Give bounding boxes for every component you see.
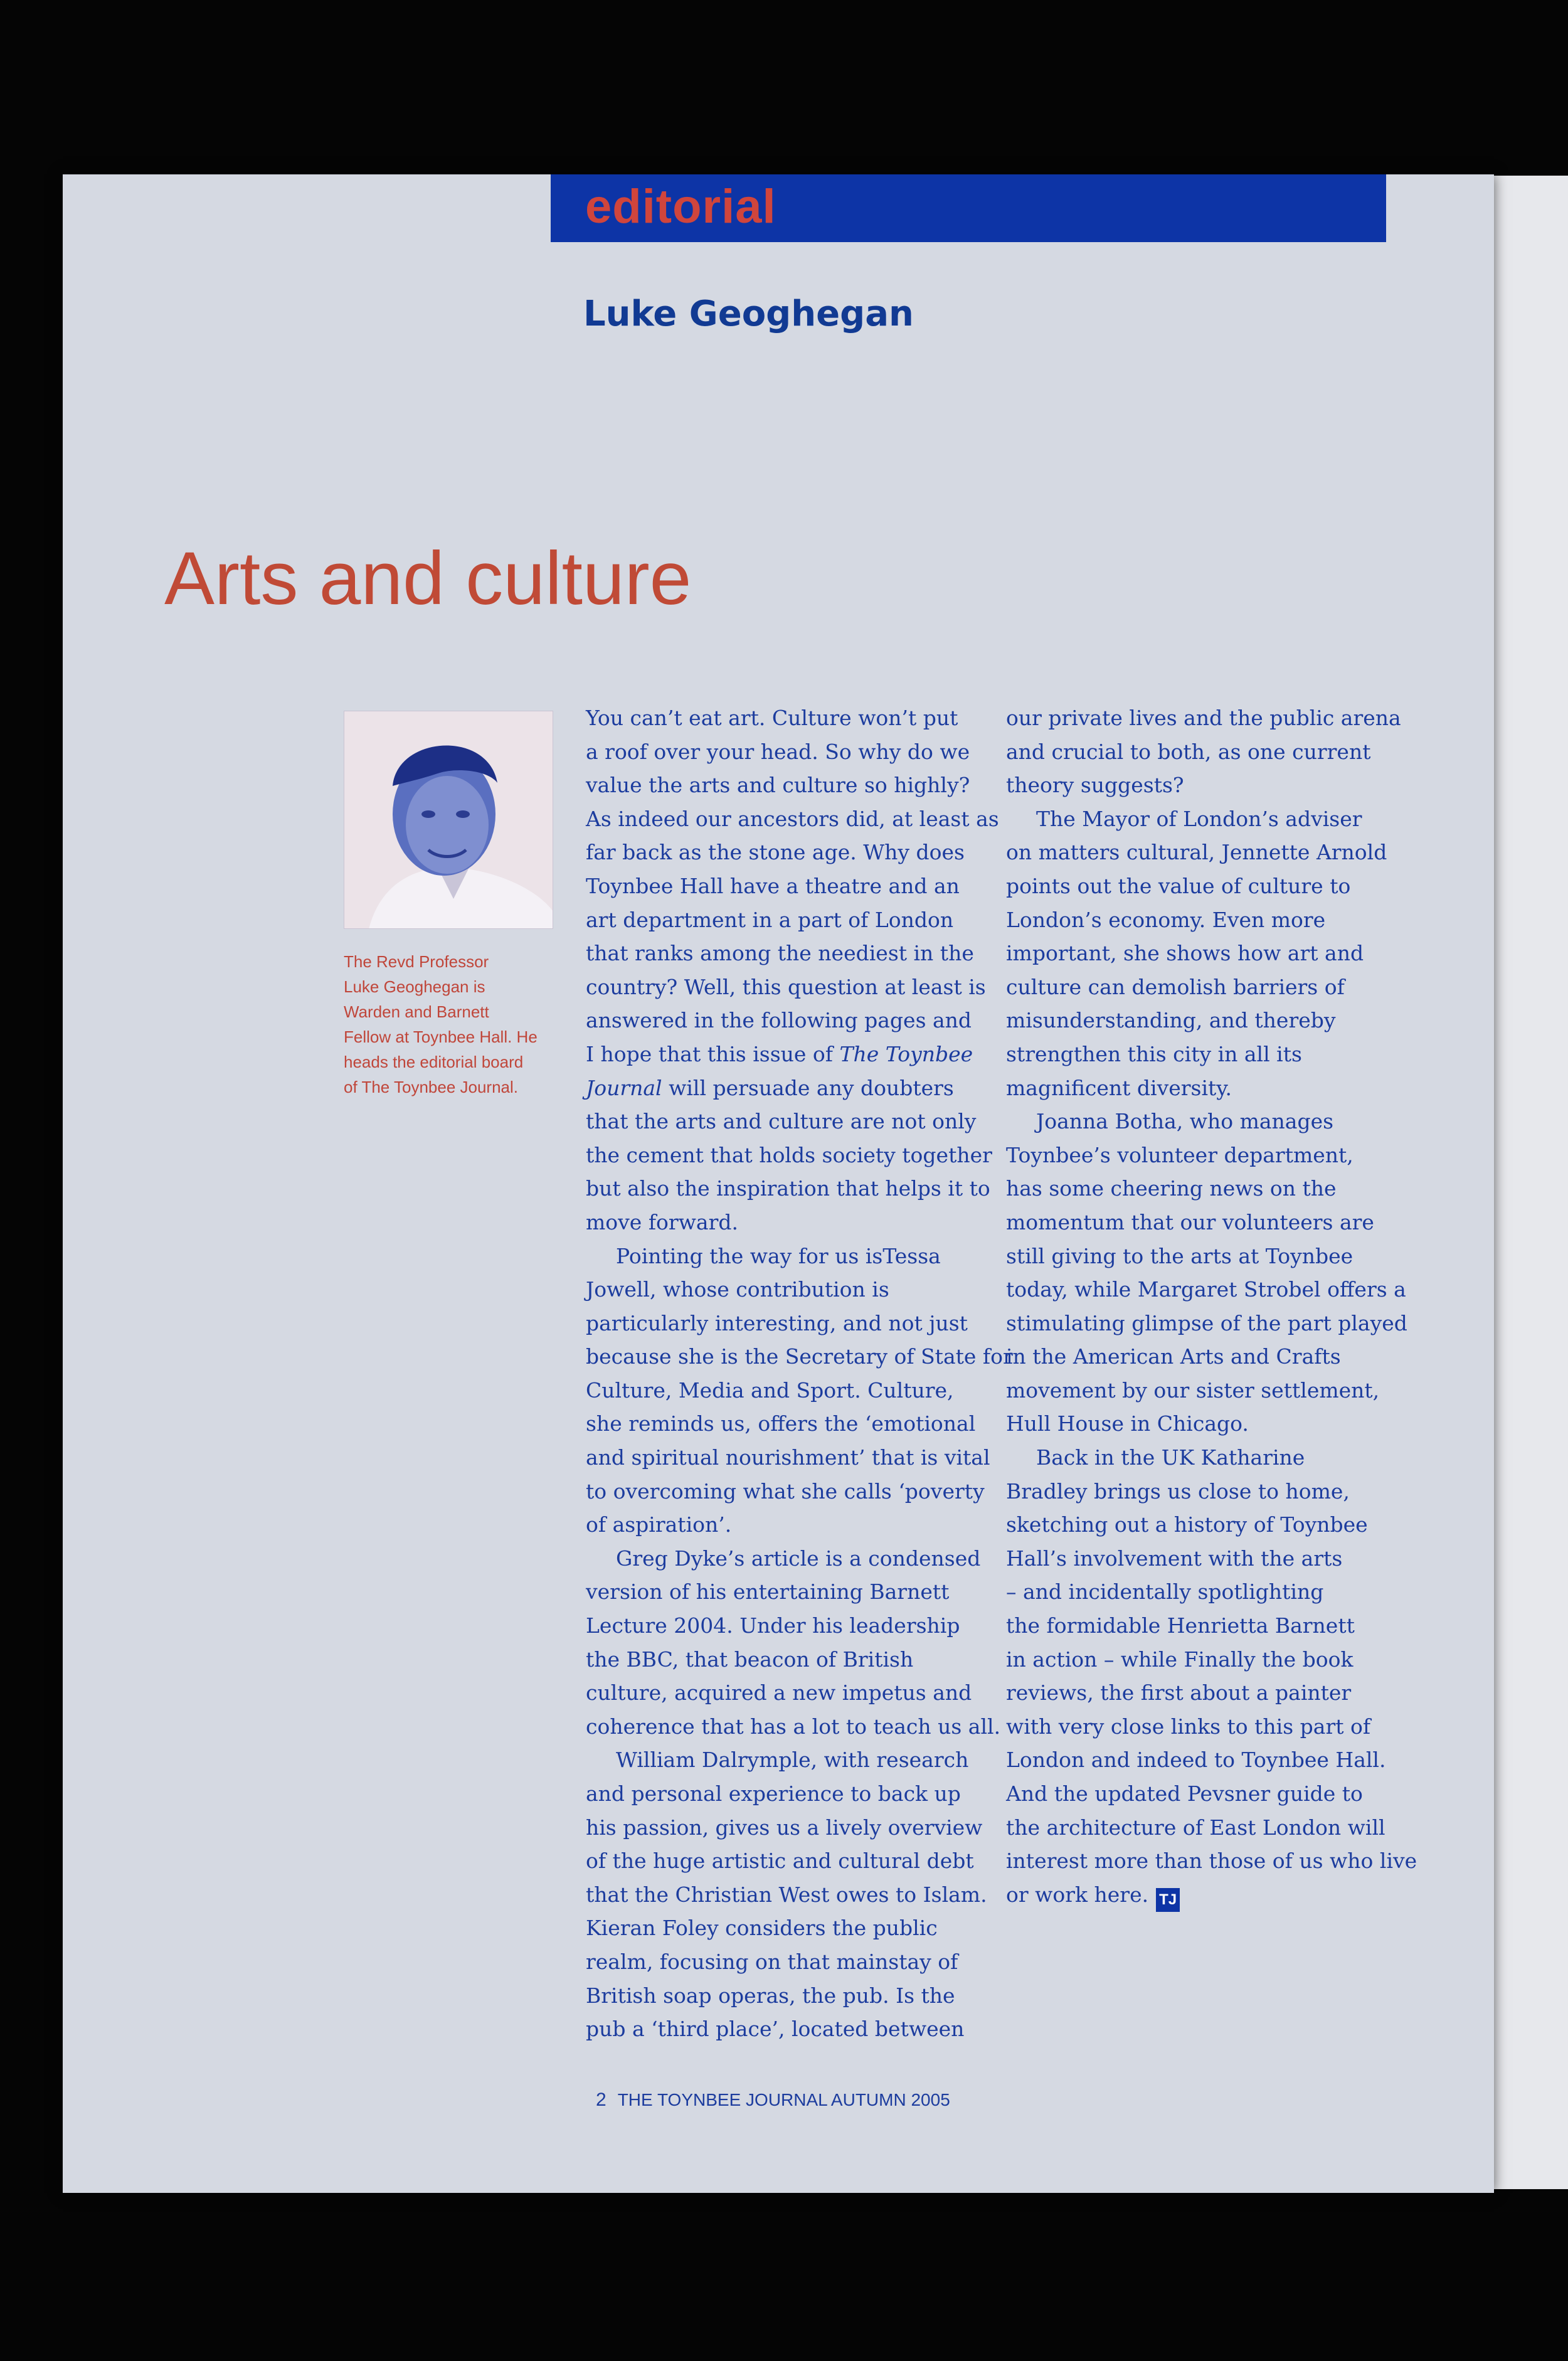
text-line: Pointing the way for us isTessa (616, 1243, 941, 1268)
text-line: coherence that has a lot to teach us all. (586, 1714, 1001, 1739)
portrait-caption (344, 949, 569, 1100)
text-line: stimulating glimpse of the part played (1006, 1310, 1407, 1335)
text-line: interest more than those of us who live (1006, 1849, 1417, 1874)
caption-line: Luke Geoghegan is (344, 977, 485, 996)
text-line: a roof over your head. So why do we (586, 739, 970, 764)
text-line: on matters cultural, Jennette Arnold (1006, 840, 1387, 865)
text-line: in the American Arts and Crafts (1006, 1344, 1341, 1369)
text-column-1 (586, 701, 1013, 2046)
text-line (586, 1037, 987, 1071)
text-line: Joanna Botha, who manages (1036, 1109, 1334, 1134)
caption-line: heads the editorial board (344, 1053, 524, 1071)
text-line: points out the value of culture to (1006, 873, 1351, 898)
text-line: Toynbee Hall have a theatre and an (586, 873, 960, 898)
paragraph (586, 1239, 1013, 1542)
text-line: move forward. (586, 1209, 738, 1234)
paragraph (1006, 1105, 1407, 1441)
text-line: our private lives and the public arena (1006, 706, 1401, 730)
text-line: Jowell, whose contribution is (586, 1277, 889, 1302)
text-line: Kieran Foley considers the public (586, 1916, 938, 1941)
text-line: Culture, Media and Sport. Culture, (586, 1377, 954, 1403)
text-line: Hull House in Chicago. (1006, 1411, 1249, 1436)
caption-line: of The Toynbee Journal. (344, 1078, 519, 1096)
text-line: with very close links to this part of (1006, 1714, 1371, 1739)
text-line: theory suggests? (1006, 773, 1184, 798)
text-line: the BBC, that beacon of British (586, 1647, 914, 1672)
text-line: but also the inspiration that helps it to (586, 1176, 990, 1201)
text-line: strengthen this city in all its (1006, 1041, 1302, 1066)
text-line: momentum that our volunteers are (1006, 1209, 1374, 1234)
paragraph (586, 1743, 987, 2045)
text-line: the architecture of East London will (1006, 1815, 1385, 1840)
text-line: has some cheering news on the (1006, 1176, 1337, 1201)
text-line: You can’t eat art. Culture won’t put (586, 706, 958, 730)
text-line: of the huge artistic and cultural debt (586, 1849, 974, 1874)
text-line: reviews, the first about a painter (1006, 1680, 1352, 1706)
text-line: still giving to the arts at Toynbee (1006, 1243, 1353, 1268)
text-line: Toynbee’s volunteer department, (1006, 1142, 1353, 1167)
text-line: Back in the UK Katharine (1036, 1445, 1305, 1470)
text-line: sketching out a history of Toynbee (1006, 1512, 1368, 1537)
text-line (586, 1071, 987, 1105)
text-line: And the updated Pevsner guide to (1006, 1781, 1363, 1806)
tj-end-mark-icon: TJ (1156, 1888, 1180, 1912)
text-line: far back as the stone age. Why does (586, 840, 965, 865)
text-line: art department in a part of London (586, 907, 954, 932)
article-title: Arts and culture (164, 536, 692, 620)
text-line: Greg Dyke’s article is a condensed (616, 1546, 981, 1571)
paragraph (1006, 701, 1407, 802)
page-footer (596, 2089, 950, 2111)
text-line: William Dalrymple, with research (616, 1748, 969, 1773)
text-line: in action – while Finally the book (1006, 1647, 1353, 1672)
caption-line: Fellow at Toynbee Hall. He (344, 1027, 538, 1046)
text-line: the cement that holds society together (586, 1142, 992, 1167)
text-line: value the arts and culture so highly? (586, 773, 970, 798)
text-line: pub a ‘third place’, located between (586, 2017, 965, 2042)
text-line: realm, focusing on that mainstay of (586, 1949, 958, 1974)
text-line: because she is the Secretary of State for (586, 1344, 1013, 1369)
text-line: culture can demolish barriers of (1006, 974, 1345, 999)
text-line: Lecture 2004. Under his leadership (586, 1613, 960, 1638)
text-line: London’s economy. Even more (1006, 907, 1326, 932)
text-run: will persuade any doubters (662, 1075, 954, 1100)
text-line: his passion, gives us a lively overview (586, 1815, 983, 1840)
text-line: important, she shows how art and (1006, 941, 1364, 966)
text-line: magnificent diversity. (1006, 1075, 1232, 1100)
author-name: Luke Geoghegan (583, 294, 914, 334)
journal-title: The Toynbee (839, 1041, 973, 1066)
caption-line: Warden and Barnett (344, 1002, 489, 1021)
text-line: culture, acquired a new impetus and (586, 1680, 972, 1706)
author-portrait (344, 711, 553, 929)
paragraph (586, 1542, 1001, 1744)
text-line: and personal experience to back up (586, 1781, 961, 1806)
text-line: As indeed our ancestors did, at least as (586, 806, 999, 831)
text-line: that ranks among the neediest in the (586, 941, 974, 966)
text-line (1006, 1878, 1407, 1912)
text-line: and spiritual nourishment’ that is vital (586, 1445, 990, 1470)
text-run: or work here. (1006, 1882, 1149, 1907)
text-line: British soap operas, the pub. Is the (586, 1983, 955, 2008)
text-line: today, while Margaret Strobel offers a (1006, 1277, 1406, 1302)
text-line: country? Well, this question at least is (586, 974, 986, 999)
paragraph (586, 701, 999, 1239)
text-line: – and incidentally spotlighting (1006, 1579, 1324, 1605)
page-number: 2 (596, 2089, 607, 2110)
text-line: that the Christian West owes to Islam. (586, 1882, 987, 1907)
text-line: London and indeed to Toynbee Hall. (1006, 1748, 1386, 1773)
text-line: Hall’s involvement with the arts (1006, 1546, 1343, 1571)
text-line: particularly interesting, and not just (586, 1310, 968, 1335)
text-line: answered in the following pages and (586, 1008, 972, 1033)
facing-page-edge (1489, 176, 1568, 2189)
text-line: that the arts and culture are not only (586, 1109, 977, 1134)
section-banner (551, 174, 1386, 242)
text-run: I hope that this issue of (586, 1041, 840, 1066)
journal-title: Journal (586, 1075, 662, 1100)
text-line: The Mayor of London’s adviser (1036, 806, 1362, 831)
text-line: she reminds us, offers the ‘emotional (586, 1411, 976, 1436)
magazine-page (63, 174, 1494, 2193)
section-label: editorial (585, 180, 776, 233)
caption-line: The Revd Professor (344, 952, 489, 971)
text-line: and crucial to both, as one current (1006, 739, 1371, 764)
paragraph (1006, 1441, 1417, 1912)
paragraph (1006, 802, 1407, 1105)
publication-line: THE TOYNBEE JOURNAL AUTUMN 2005 (617, 2090, 950, 2109)
text-line: version of his entertaining Barnett (586, 1579, 950, 1605)
text-line: misunderstanding, and thereby (1006, 1008, 1336, 1033)
text-line: movement by our sister settlement, (1006, 1377, 1380, 1403)
text-column-2 (1006, 701, 1417, 1912)
text-line: of aspiration’. (586, 1512, 732, 1537)
text-line: to overcoming what she calls ‘poverty (586, 1478, 985, 1504)
text-line: Bradley brings us close to home, (1006, 1478, 1350, 1504)
text-line: the formidable Henrietta Barnett (1006, 1613, 1355, 1638)
